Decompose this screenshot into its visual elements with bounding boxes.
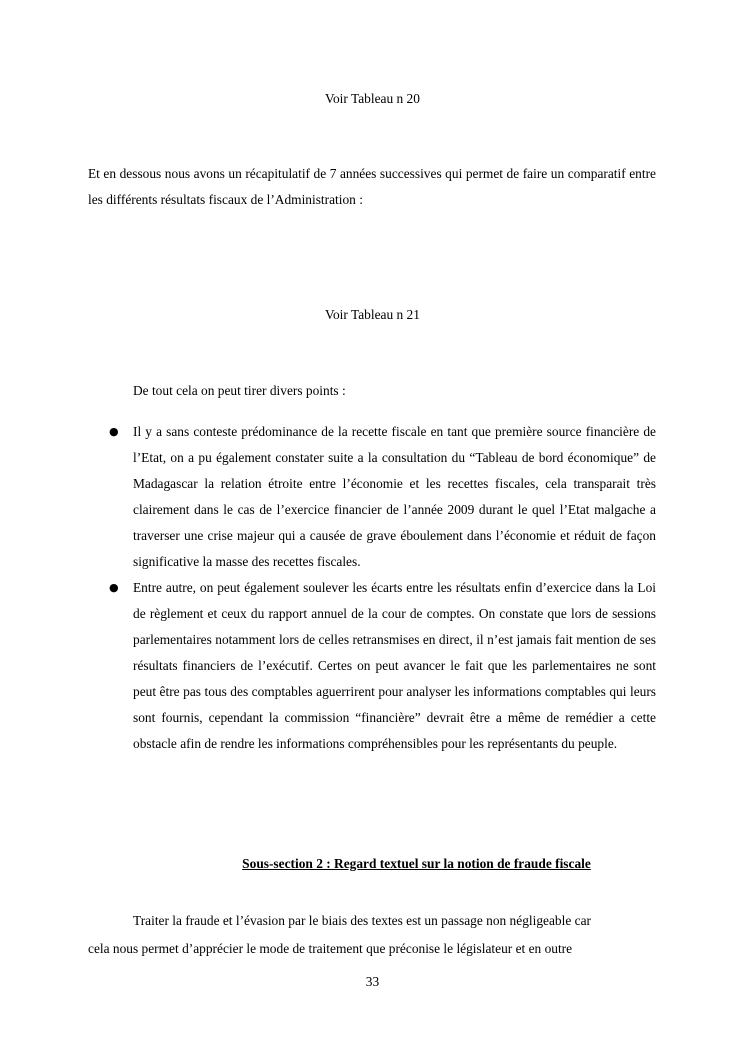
points-intro: De tout cela on peut tirer divers points : bbox=[133, 383, 346, 398]
section-heading-wrap bbox=[0, 856, 745, 872]
bullet-icon: ● bbox=[109, 425, 119, 438]
bullet-item bbox=[107, 575, 656, 757]
page-number: 33 bbox=[365, 974, 380, 989]
bullet-text: Entre autre, on peut également soulever les écarts entre les résultats enfin d’exercice dans la Loi de règlement et ceux du rapport annuel de la cour de comptes. On constate que lors de sessions parlementaires notamment lors de celles retransmises en direct, il n’est jamais fait mention de ses résultats financiers de l’exécutif. Certes on peut avancer le fait que les parlementaires ne sont peut être pas tous des comptables aguerrirent pour analyser les informations comptables qui leurs sont fournis, cependant la commission “financière” devrait être a même de remédier a cette obstacle afin de rendre les informations compréhensibles pour les représentants du peuple. bbox=[133, 580, 656, 751]
section-heading: Sous-section 2 : Regard textuel sur la notion de fraude fiscale bbox=[242, 856, 591, 871]
final-paragraph-line-1: Traiter la fraude et l’évasion par le biais des textes est un passage non négligeable car bbox=[133, 913, 591, 928]
intro-paragraph: Et en dessous nous avons un récapitulatif de 7 années successives qui permet de faire un comparatif entre les différents résultats fiscaux de l’Administration : bbox=[88, 166, 656, 207]
bullet-item bbox=[107, 419, 656, 575]
table-reference-21: Voir Tableau n 21 bbox=[325, 307, 420, 322]
bullet-text: Il y a sans conteste prédominance de la recette fiscale en tant que première source financière de l’Etat, on a pu également constater suite a la consultation du “Tableau de bord économique” de Madagascar la relation étroite entre l’économie et les recettes fiscales, cela transparait très clairement dans le cas de l’exercice financier de l’année 2009 durant le quel l’Etat malgache a traverser une crise majeur qui a causée de grave éboulement dans l’économie et réduit de façon significative la masse des recettes fiscales. bbox=[133, 424, 656, 569]
table-reference-20: Voir Tableau n 20 bbox=[325, 91, 420, 106]
final-paragraph-line-2: cela nous permet d’apprécier le mode de traitement que préconise le législateur et en outre bbox=[88, 941, 573, 956]
bullet-list bbox=[107, 419, 656, 757]
bullet-icon: ● bbox=[109, 581, 119, 594]
